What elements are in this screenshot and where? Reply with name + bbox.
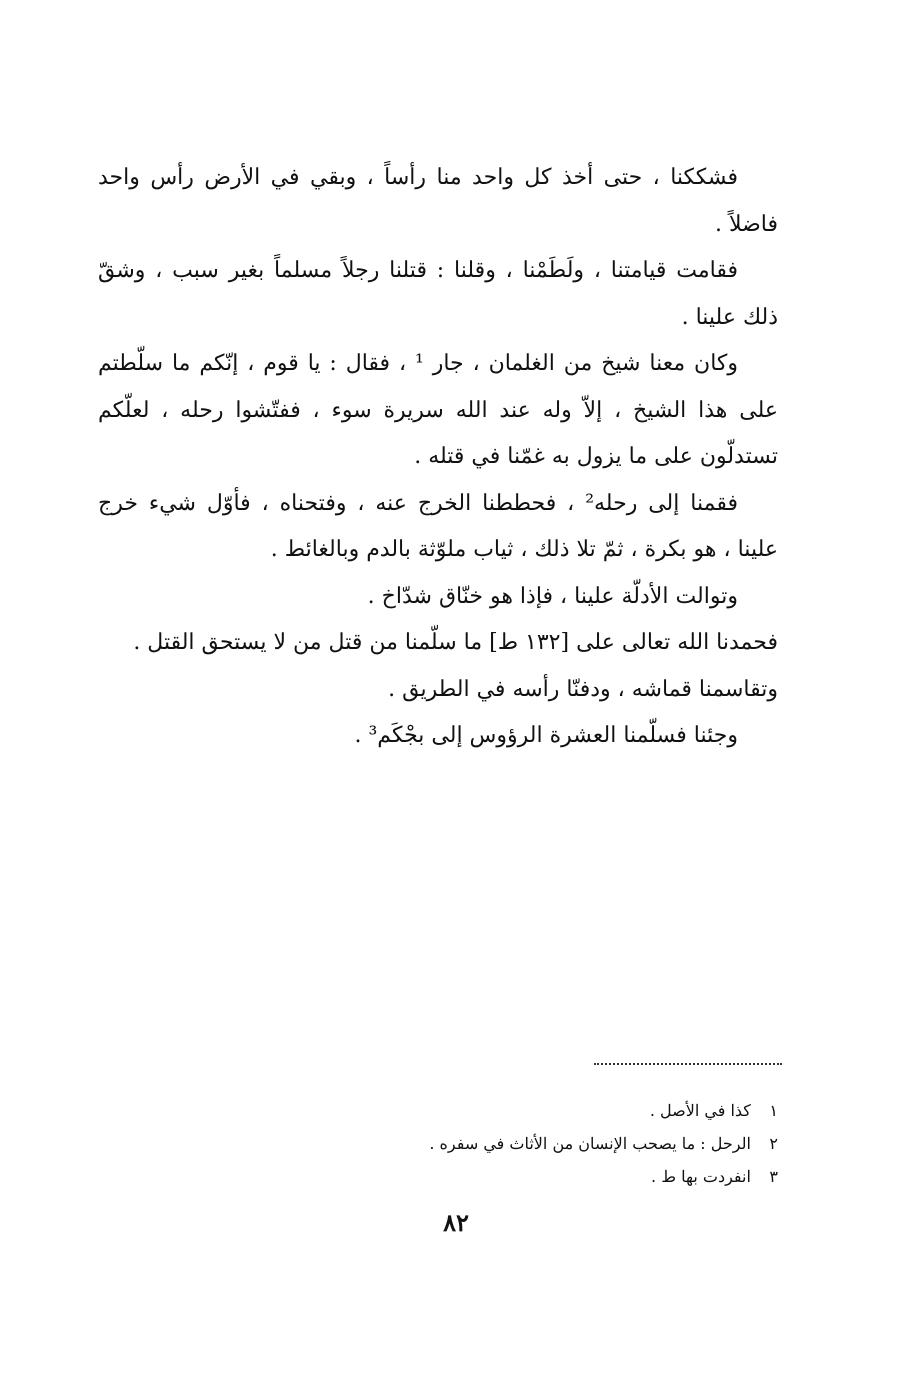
paragraph: وتوالت الأدلّة علينا ، فإذا هو خنّاق شدّاخ .: [367, 583, 738, 609]
paragraph: فشككنا ، حتى أخذ كل واحد منا رأساً ، وبقي في الأرض رأس واحد فاضلاً .: [98, 165, 778, 237]
paragraph: وكان معنا شيخ من الغلمان ، جار ¹ ، فقال : يا قوم ، إنّكم ما سلّطتم على هذا الشيخ ، إلاّ وله عند الله سريرة سوء ، ففتّشوا رحله ، لعلّكم تستدلّون على ما يزول به غمّنا في قتله .: [98, 351, 778, 469]
footnote-number: ٢: [769, 1134, 778, 1153]
footnote: [200, 1094, 778, 1127]
footnote: [200, 1127, 778, 1160]
footnotes: [200, 1094, 778, 1193]
footnote-text: انفردت بها ط .: [651, 1167, 751, 1186]
main-text: [98, 155, 778, 760]
paragraph: وتقاسمنا قماشه ، ودفنّا رأسه في الطريق .: [388, 676, 778, 702]
footnote: [200, 1160, 778, 1193]
footnote-separator: [594, 1063, 782, 1065]
paragraph: فحمدنا الله تعالى على [١٣٢ ط] ما سلّمنا من قتل من لا يستحق القتل .: [133, 630, 778, 655]
footnote-number: ١: [769, 1101, 778, 1120]
footnote-number: ٣: [769, 1167, 778, 1186]
paragraph: فقمنا إلى رحله² ، فحططنا الخرج عنه ، وفتحناه ، فأوّل شيء خرج علينا ، هو بكرة ، ثمّ تلا ذلك ، ثياب ملوّثة بالدم وبالغائط .: [98, 490, 778, 562]
footnote-text: كذا في الأصل .: [649, 1101, 751, 1120]
page-number: ٨٢: [443, 1208, 469, 1237]
paragraph: فقامت قيامتنا ، ولَطَمْنا ، وقلنا : قتلنا رجلاً مسلماً بغير سبب ، وشقّ ذلك علينا .: [98, 258, 778, 330]
paragraph: وجئنا فسلّمنا العشرة الرؤوس إلى بجْكَم³ .: [354, 723, 738, 748]
footnote-text: الرحل : ما يصحب الإنسان من الأثاث في سفره .: [429, 1134, 751, 1153]
